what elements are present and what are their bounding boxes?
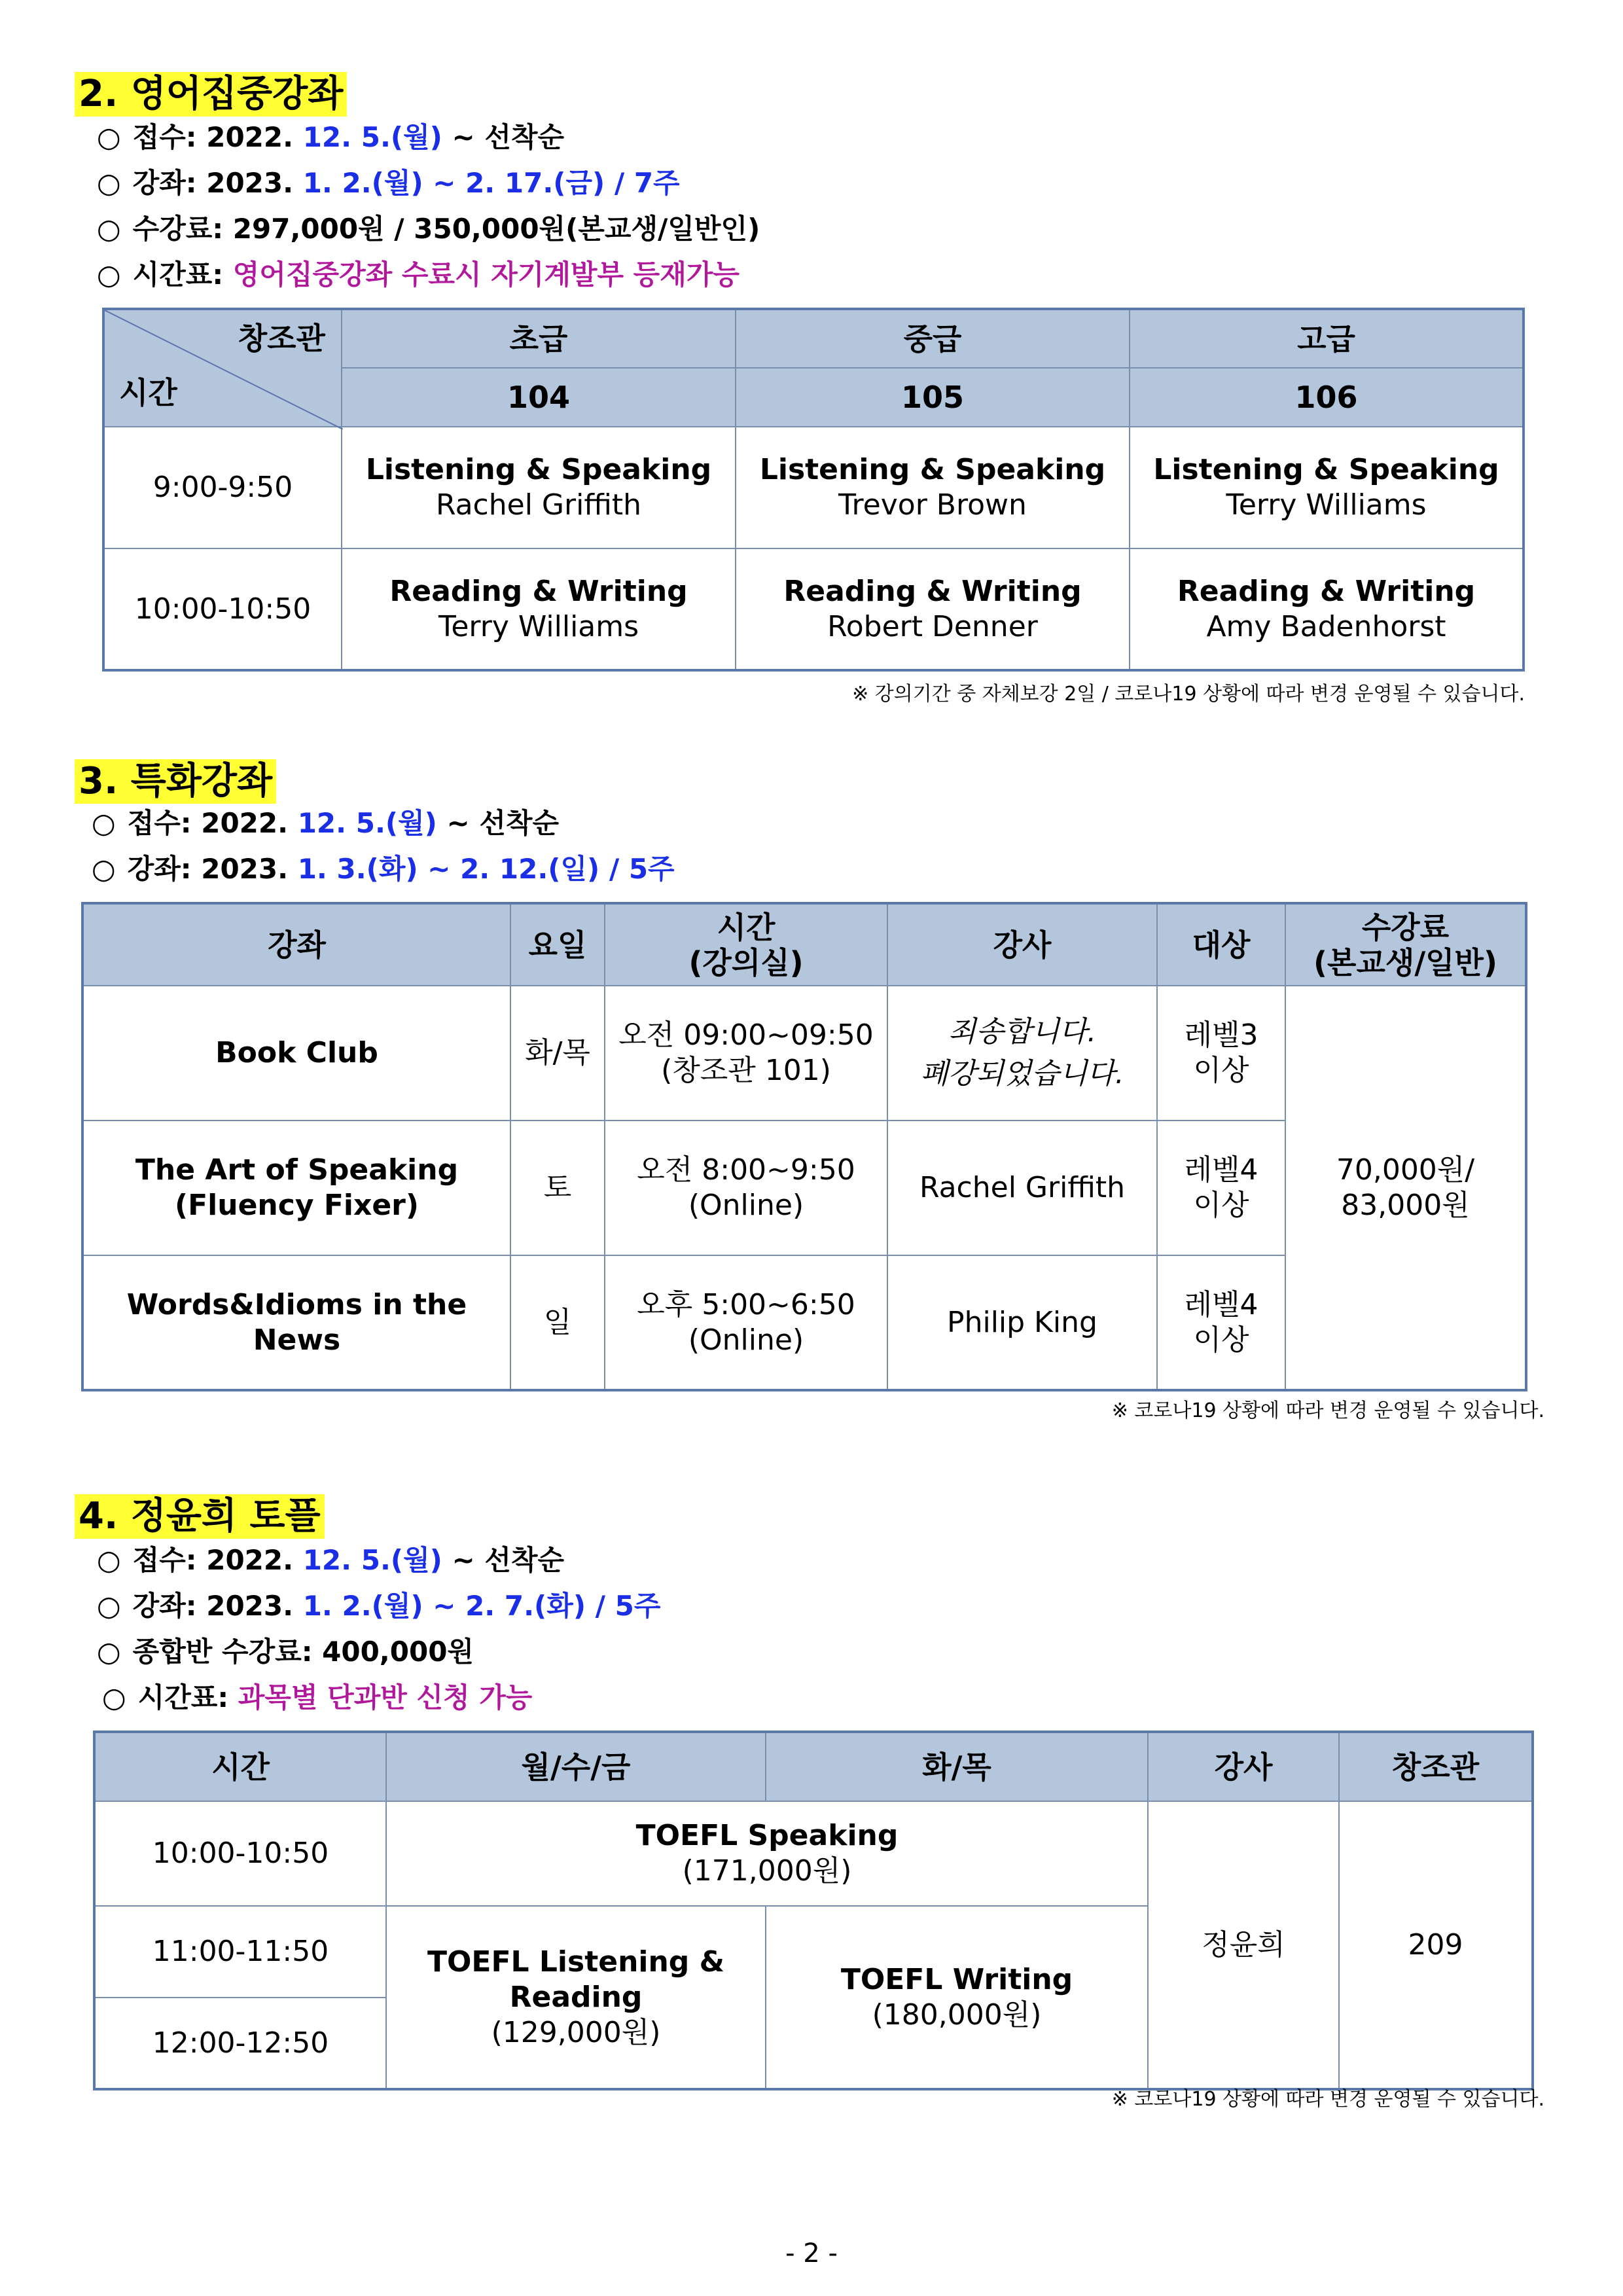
sec4-bullet-fee: ○ 종합반 수강료: 400,000원: [97, 1636, 474, 1668]
day-cell: 일: [510, 1255, 605, 1390]
level-header: 중급: [736, 309, 1130, 368]
room-header: 106: [1130, 368, 1524, 427]
time-cell: 오전 09:00~09:50 (창조관 101): [605, 986, 887, 1121]
room-header: 104: [342, 368, 736, 427]
time-cell: 12:00-12:50: [94, 1998, 386, 2089]
sec2-bullet-fee: ○ 수강료: 297,000원 / 350,000원(본교생/일반인): [97, 213, 760, 245]
table-row: [103, 427, 1524, 548]
table-row: [82, 986, 1526, 1121]
time-cell: 오후 5:00~6:50 (Online): [605, 1255, 887, 1390]
col-header-time: 시간 (강의실): [605, 903, 887, 986]
time-cell: 10:00-10:50: [103, 548, 342, 670]
sec2-bullet-registration: ○ 접수: 2022. 12. 5.(월) ~ 선착순: [97, 121, 565, 153]
course-cell: Listening & Speaking Terry Williams: [1130, 427, 1524, 548]
corner-building-label: 창조관: [238, 321, 325, 356]
col-header-time: 시간: [94, 1732, 386, 1801]
course-cell: Listening & Speaking Trevor Brown: [736, 427, 1130, 548]
sec2-note: ※ 강의기간 중 자체보강 2일 / 코로나19 상황에 따라 변경 운영될 수 있습니다.: [852, 683, 1525, 706]
fee-cell: 70,000원/ 83,000원: [1285, 986, 1526, 1390]
sec4-bullet-timetable: ○ 시간표: 과목별 단과반 신청 가능: [102, 1681, 533, 1713]
room-cell: 209: [1339, 1801, 1533, 2089]
teacher-cell: Rachel Griffith: [887, 1121, 1157, 1255]
section-2-heading: 2. 영어집중강좌: [75, 72, 347, 117]
teacher-cell: Philip King: [887, 1255, 1157, 1390]
col-header-course: 강좌: [82, 903, 510, 986]
room-header: 105: [736, 368, 1130, 427]
section-3-heading: 3. 특화강좌: [75, 759, 276, 804]
table-row: [94, 1801, 1533, 1906]
section-4-heading: 4. 정윤희 토플: [75, 1494, 325, 1539]
teacher-cell: 죄송합니다. 폐강되었습니다.: [887, 986, 1157, 1121]
sec3-note: ※ 코로나19 상황에 따라 변경 운영될 수 있습니다.: [1111, 1399, 1544, 1422]
level-header: 고급: [1130, 309, 1524, 368]
time-cell: 9:00-9:50: [103, 427, 342, 548]
course-cell: Reading & Writing Terry Williams: [342, 548, 736, 670]
target-cell: 레벨3 이상: [1157, 986, 1285, 1121]
sec4-toefl-table: [93, 1731, 1534, 2090]
course-cell: Reading & Writing Amy Badenhorst: [1130, 548, 1524, 670]
col-header-day: 요일: [510, 903, 605, 986]
course-name-cell: The Art of Speaking (Fluency Fixer): [82, 1121, 510, 1255]
time-cell: 오전 8:00~9:50 (Online): [605, 1121, 887, 1255]
course-cell: Reading & Writing Robert Denner: [736, 548, 1130, 670]
target-cell: 레벨4 이상: [1157, 1255, 1285, 1390]
sec2-schedule-table: [102, 308, 1525, 672]
sec2-bullet-course-period: ○ 강좌: 2023. 1. 2.(월) ~ 2. 17.(금) / 7주: [97, 167, 680, 199]
sec2-bullet-timetable: ○ 시간표: 영어집중강좌 수료시 자기계발부 등재가능: [97, 259, 740, 291]
course-cell: Listening & Speaking Rachel Griffith: [342, 427, 736, 548]
col-header-tt: 화/목: [766, 1732, 1148, 1801]
corner-header-cell: [103, 309, 342, 427]
time-cell: 11:00-11:50: [94, 1906, 386, 1998]
level-header: 초급: [342, 309, 736, 368]
sec3-course-table: [81, 902, 1527, 1391]
course-name-cell: Words&Idioms in the News: [82, 1255, 510, 1390]
table-row: [103, 548, 1524, 670]
teacher-cell: 정윤희: [1148, 1801, 1339, 2089]
sec3-bullet-course-period: ○ 강좌: 2023. 1. 3.(화) ~ 2. 12.(일) / 5주: [92, 853, 675, 885]
col-header-fee: 수강료 (본교생/일반): [1285, 903, 1526, 986]
day-cell: 화/목: [510, 986, 605, 1121]
course-name-cell: Book Club: [82, 986, 510, 1121]
speaking-cell: TOEFL Speaking (171,000원): [386, 1801, 1148, 1906]
col-header-teacher: 강사: [1148, 1732, 1339, 1801]
target-cell: 레벨4 이상: [1157, 1121, 1285, 1255]
time-cell: 10:00-10:50: [94, 1801, 386, 1906]
sec4-bullet-course-period: ○ 강좌: 2023. 1. 2.(월) ~ 2. 7.(화) / 5주: [97, 1590, 661, 1622]
sec4-note: ※ 코로나19 상황에 따라 변경 운영될 수 있습니다.: [1111, 2088, 1544, 2111]
sec4-bullet-registration: ○ 접수: 2022. 12. 5.(월) ~ 선착순: [97, 1544, 565, 1576]
day-cell: 토: [510, 1121, 605, 1255]
col-header-room: 창조관: [1339, 1732, 1533, 1801]
writing-cell: TOEFL Writing (180,000원): [766, 1906, 1148, 2089]
sec3-bullet-registration: ○ 접수: 2022. 12. 5.(월) ~ 선착순: [92, 807, 560, 839]
col-header-mwf: 월/수/금: [386, 1732, 766, 1801]
listening-reading-cell: TOEFL Listening & Reading (129,000원): [386, 1906, 766, 2089]
corner-time-label: 시간: [119, 375, 177, 410]
col-header-target: 대상: [1157, 903, 1285, 986]
page-number: - 2 -: [785, 2238, 838, 2269]
col-header-teacher: 강사: [887, 903, 1157, 986]
